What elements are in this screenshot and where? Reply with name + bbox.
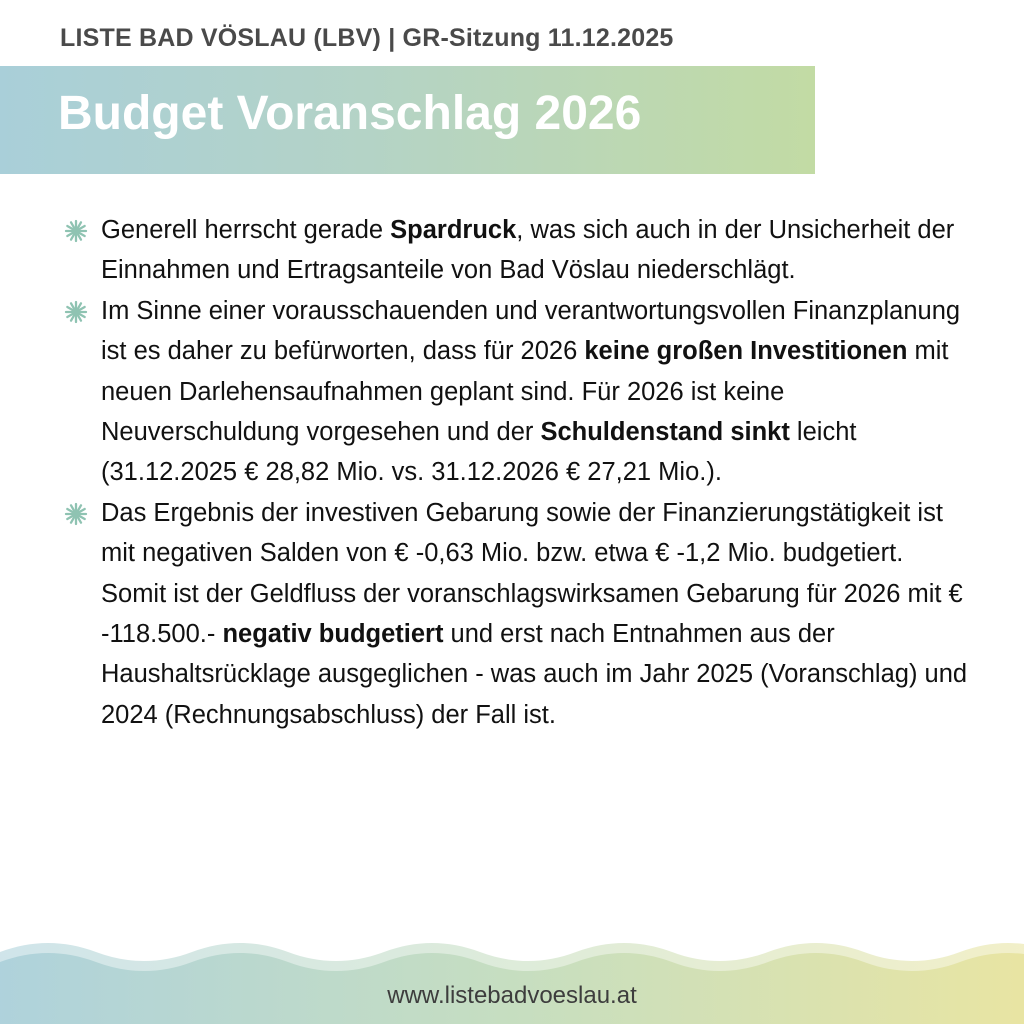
bullet-2-bold-schuldenstand: Schuldenstand sinkt	[540, 418, 790, 447]
bullet-3-text-b: und erst nach Entnahmen aus der Haushaltsrücklage ausgeglichen - was auch im Jahr 2025 (Voranschlag) und 2024 (Rechnungsabschluss) der Fall ist.	[101, 620, 968, 729]
bullet-1-text-b: , was sich auch in der Unsicherheit der Einnahmen und Ertragsanteile von Bad Vöslau niederschlägt.	[101, 216, 955, 285]
asterisk-flower-icon	[64, 300, 88, 324]
bullet-item	[60, 493, 970, 735]
footer-url: www.listebadvoeslau.at	[387, 982, 637, 1009]
bullet-item	[60, 210, 970, 291]
bullet-3-bold-negativ: negativ budgetiert	[222, 620, 444, 649]
bullet-list	[60, 210, 970, 735]
asterisk-flower-icon	[64, 502, 88, 526]
bullet-2-bold-investitionen: keine großen Investitionen	[584, 337, 908, 366]
asterisk-flower-icon	[64, 219, 88, 243]
header-kicker: LISTE BAD VÖSLAU (LBV) | GR-Sitzung 11.12.2025	[60, 24, 674, 52]
title-banner	[0, 66, 815, 174]
bullet-1-text-a: Generell herrscht gerade	[101, 216, 391, 244]
bullet-2-text-b: mit neuen Darlehensaufnahmen geplant sind. Für 2026 ist keine Neuverschuldung vorgesehen und der	[101, 337, 949, 447]
bullet-1-bold-spardruck: Spardruck	[390, 216, 517, 244]
bullet-item	[60, 291, 970, 493]
bullet-3-text-a: Das Ergebnis der investiven Gebarung sowie der Finanzierungstätigkeit ist mit negativen Salden von € -0,63 Mio. bzw. etwa € -1,2 Mio. budgetiert. Somit ist der Geldfluss der voranschlagswirksamen Gebarung für 2026 mit € -118.500.-	[101, 498, 963, 649]
page-title: Budget Voranschlag 2026	[58, 87, 642, 140]
bullet-2-text-a: Im Sinne einer vorausschauenden und verantwortungsvollen Finanzplanung ist es daher zu befürworten, dass für 2026	[101, 296, 961, 366]
bullet-2-text-c: leicht (31.12.2025 € 28,82 Mio. vs. 31.12.2026 € 27,21 Mio.).	[101, 418, 857, 487]
